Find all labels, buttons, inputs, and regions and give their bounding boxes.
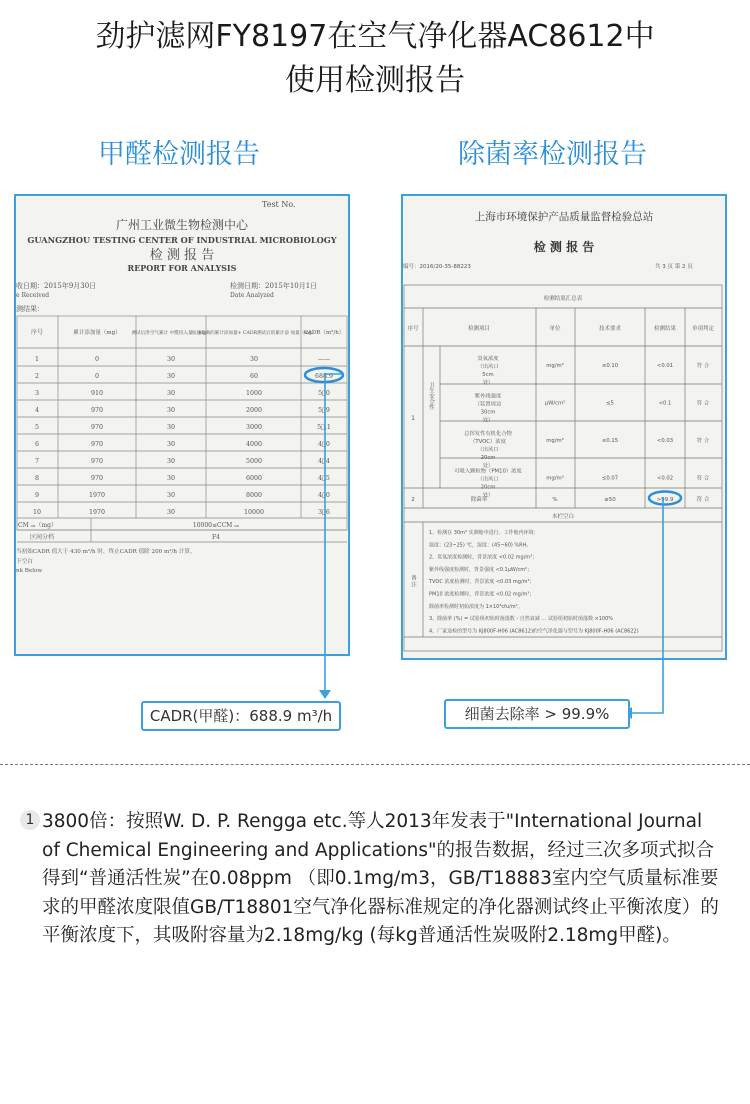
table-cell: 9 [34,492,40,499]
table-cell: 688.9 [314,373,334,380]
table-cell: 970 [90,475,104,482]
result-label: 测结果： [16,305,44,313]
row-item: 臭氧浓度 [477,356,499,362]
bacteria-removal-badge: 细菌去除率 > 99.9% [444,699,630,729]
table-cell: —— [317,356,331,363]
table-cell: 60 [249,373,259,380]
col-header: 累计添加量（mg） [73,330,121,336]
row-result: <0.1 [658,400,672,407]
row-item: 20cm [480,455,496,461]
row-item: 5cm [482,372,494,378]
table-cell: 5⃞9 [318,407,330,414]
row-judgement: 符 合 [696,438,710,444]
table-cell: 30 [166,492,176,499]
table-cell: 2000 [245,407,263,414]
note-line: 4、厂家送检的型号为 KJ800F-H06 (AC8612)的空气净化器与型号为 KJ800F-H06 (AC8622) [429,628,639,635]
page-title-line2: 使用检测报告 [285,63,465,98]
note-line: 温度：(23~25) ℃，湿度：(45~60) %RH。 [429,542,532,549]
table-cell: 30 [166,407,176,414]
table-cell: 4000 [245,441,263,448]
col-header: 序号 [407,326,419,332]
table-cell: 30 [166,424,176,431]
table-cell: 1970 [88,509,106,516]
row-number: 1 [411,415,415,422]
table-cell: 30 [166,356,176,363]
col-header: 序号 [30,329,44,336]
note-line: 紫外线强度检测时，背景强度 <0.1μW/cm²； [429,566,533,573]
table-cell: 8000 [245,492,263,499]
table-cell: 1 [34,356,40,363]
row-result: <0.01 [656,363,674,369]
table-cell: 5 [34,424,40,431]
table-cell: 3000 [245,424,263,431]
row-item: 30cm [480,409,496,416]
table-cell: 30 [249,356,259,363]
analyzed-date: 检测日期：2015年10月1日 [230,282,318,290]
row-result: <0.03 [656,438,674,444]
report-no: 编号：2016/20-35-88223 [403,264,471,270]
row-unit: mg/m³ [546,475,564,482]
col-header: CADR（m³/h） [303,330,345,336]
sterilization-report-scan [401,194,727,660]
col-header: 单位 [549,326,561,332]
row-requirement: ≤0.15 [601,438,619,444]
row-requirement: ≤0.07 [601,475,619,482]
col-header: 技术要求 [598,326,622,332]
row-unit: mg/m³ [546,363,564,369]
page-title-line1: 劲护滤网FY8197在空气净化器AC8612中 [95,19,655,54]
left-arrow-head [319,690,331,699]
note-line: 3、除菌率 (%) = 试验组初始时菌落数 - 自然衰减 … 试验组初始时菌落数 ×100% [429,616,614,623]
col-header: 加速寿命的累计添加量+ CADR测试后的累计添 加量（mg） [191,331,317,336]
group-label: 卫生安全性 [428,382,434,410]
row-item: 可吸入颗粒物（PM10）浓度 [454,468,522,475]
col-header: 单项判定 [691,326,715,332]
table-cell: 10 [32,509,42,516]
row-item: 20cm [480,484,496,491]
formaldehyde-report-scan [14,194,350,656]
note-line: 2、臭氧浓度检测时，背景浓度 <0.02 mg/m³； [429,554,538,561]
row-item: （装置周边 [474,401,502,408]
table-cell: 7 [34,458,40,465]
table-cell: 4⃞0 [318,441,330,448]
footnote-number: 1 [20,810,40,830]
table-cell: 970 [90,458,104,465]
section-divider [0,764,750,765]
table-cell: 30 [166,509,176,516]
report-title-cn: 检 测 报 告 [149,248,215,263]
formaldehyde-report-heading: 甲醛检测报告 [98,139,260,170]
row-judgement: 符 合 [696,497,710,503]
table-cell: 30 [166,475,176,482]
org-cn: 广州工业微生物检测中心 [115,218,249,232]
table-cell: 5⃞0 [318,390,330,397]
table-cell: 4⃞0 [318,492,330,499]
table-cell: 3⃞6 [318,509,330,516]
row-unit: % [552,497,558,503]
table-cell: 30 [166,373,176,380]
table-title: 检测结果汇总表 [543,296,583,302]
row-judgement: 符 合 [696,475,710,482]
row-unit: mg/m³ [546,438,564,444]
table-cell: 5⃞.1 [317,424,331,431]
row-item: 除菌率 [470,497,488,503]
note-line: 除菌率检测时初始浓度为 1×10⁴cfu/m³。 [429,603,523,610]
table-cell: 0 [94,356,100,363]
table-cell: 30 [166,441,176,448]
row-result: <0.02 [656,475,674,482]
table-cell: 3 [34,390,40,397]
cm-value: 10000≤CCM ₒₓ [192,522,240,529]
table-cell: 4⃞4 [318,458,330,465]
table-cell: 30 [166,390,176,397]
footnote-text: 3800倍：按照W. D. P. Rengga etc.等人2013年发表于"International Journal of Chemical Engineering and Applications"的报告数据，经过三次多项式拟合得到“普通活性炭”在0.08ppm （即0.1mg/m3，GB/T18883室内空气质量标准要求的甲醛浓度限值GB/T18801空气净化器标准规定的净化器测试终止平衡浓度）的平衡浓度下，其吸附容量为2.18mg/kg (每kg普通活性炭吸附2.18mg甲醛)。 [42,811,719,946]
org-name: 上海市环境保护产品质量监督检验总站 [474,211,654,223]
table-cell: 2 [34,373,40,380]
row-item: 处） [482,463,494,469]
report-title-en: REPORT FOR ANALYSIS [127,263,237,273]
table-cell: 6 [34,441,40,448]
org-en: GUANGZHOU TESTING CENTER OF INDUSTRIAL MICROBIOLOGY [27,235,337,245]
table-cell: 1970 [88,492,106,499]
table-cell: 5000 [245,458,263,465]
table-cell: 970 [90,424,104,431]
row-item: （出风口 [477,447,499,453]
col-header: 测试后净空气累计 中醛投入量 （mg） [131,331,211,336]
row-item: 总挥发性有机化合物 [464,431,512,437]
received-date-en: e Received [16,292,50,299]
table-cell: 4⃞5 [318,475,330,482]
table-cell: 30 [166,458,176,465]
table-cell: 6000 [245,475,263,482]
footer-note: 当初始CADR 值大于 430 m³/h 时，终止CADR 值除 200 m³/h 计算。 [16,549,196,555]
row-requirement: ≤0.10 [601,363,619,369]
blank-note: 本栏空白 [551,514,575,520]
col-header: 检测项目 [467,326,491,332]
row-result: >99.9 [656,497,674,503]
table-cell: 4 [34,407,40,414]
cm-label: CM ₒₓ（mg） [18,522,58,529]
row-requirement: ≤5 [606,400,614,407]
table-cell: 970 [90,407,104,414]
row-item: 处） [482,380,494,386]
row-item: 处） [482,492,494,499]
table-cell: 0 [94,373,100,380]
note-line: PM10 浓度检测时，背景浓度 <0.02 mg/m³； [429,591,535,598]
row-judgement: 符 合 [696,400,710,407]
row-item: （TVOC）浓度 [470,439,506,445]
table-cell: 10000 [243,509,265,516]
received-date: 收日期：2015年9月30日 [16,282,97,290]
sterilization-report-heading: 除菌率检测报告 [458,139,647,170]
level-value: F4 [212,534,220,541]
cadr-result-badge: CADR(甲醛)：688.9 m³/h [141,701,341,731]
row-unit: μW/cm² [544,400,566,407]
note-line: 1、检测在 30m³ 实测舱中进行。工作舱内环境： [429,530,539,536]
row-item: （出风口 [477,476,499,483]
row-number: 2 [411,497,415,503]
test-no: Test No. [262,200,296,209]
row-item: （出风口 [477,364,499,370]
report-title: 检 测 报 告 [533,240,595,254]
row-item: 紫外线强度 [474,393,502,400]
row-requirement: ≥50 [604,497,616,503]
note-line: TVOC 浓度检测时，背景浓度 <0.03 mg/m³； [429,579,535,586]
col-header: 检测结果 [653,326,677,332]
footer-blank: 下空白 [16,559,33,565]
row-judgement: 符 合 [696,363,710,369]
analyzed-date-en: Date Analyzed [230,292,274,299]
notes-label: 备 注 [410,574,416,588]
footer-blank-en: nk Below [16,568,43,574]
table-cell: 8 [34,475,40,482]
page-indicator: 共 3 页 第 2 页 [655,264,693,270]
table-cell: 1000 [245,390,263,397]
level-label: 区间分档 [30,534,55,541]
table-cell: 970 [90,441,104,448]
table-cell: 910 [90,390,104,397]
row-item: 处） [482,417,494,424]
